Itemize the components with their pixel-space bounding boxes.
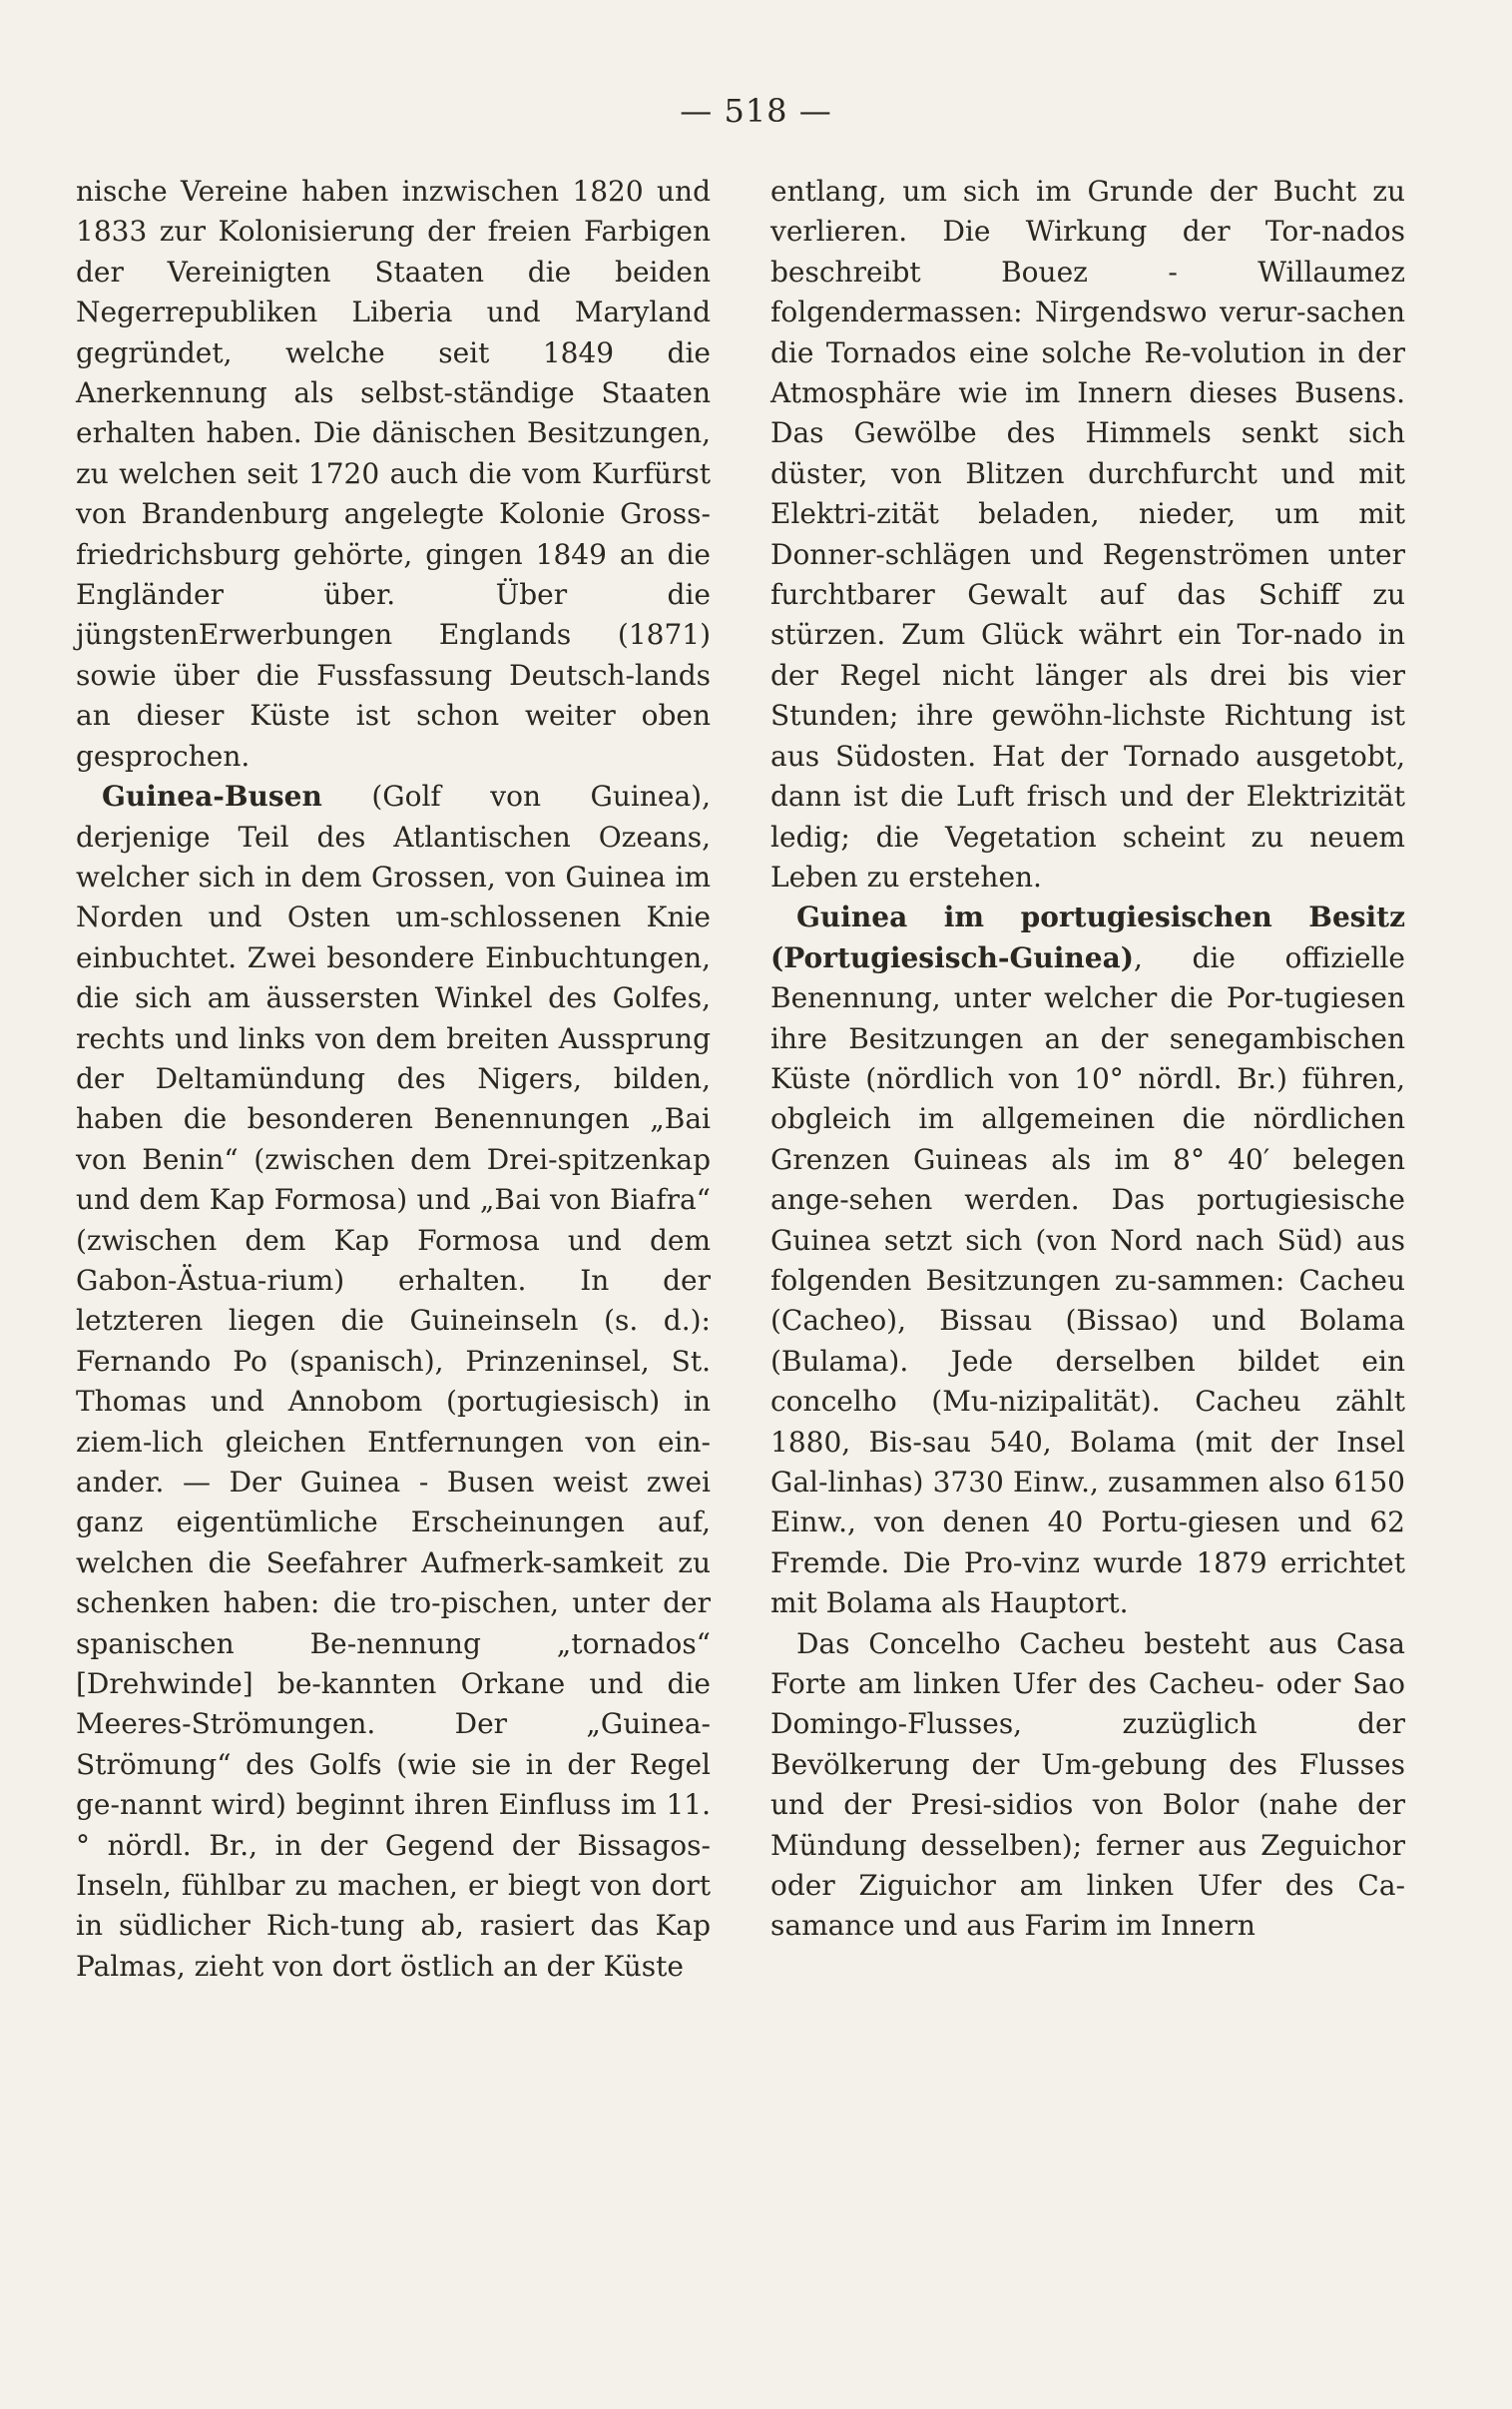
left-column xyxy=(76,172,711,1987)
paragraph-text: (Golf von Guinea), derjenige Teil des Atlantischen Ozeans, welcher sich in dem Grossen, von Guinea im Norden und Osten um-schlossenen Knie einbuchtet. Zwei besondere Einbuchtungen, die sich am äussersten Winkel des Golfes, rechts und links von dem breiten Aussprung der Deltamündung des Nigers, bilden, haben die besonderen Benennungen „Bai von Benin“ (zwischen dem Drei-spitzenkap und dem Kap Formosa) und „Bai von Biafra“ (zwischen dem Kap Formosa und dem Gabon-Ästua-rium) erhalten. In der letzteren liegen die Guineinseln (s. d.): Fernando Po (spanisch), Prinzeninsel, St. Thomas und Annobom (portugiesisch) in ziem-lich gleichen Entfernungen von ein-ander. — Der Guinea - Busen weist zwei ganz eigentümliche Erscheinungen auf, welchen die Seefahrer Aufmerk-samkeit zu schenken haben: die tro-pischen, unter der spanischen Be-nennung „tornados“ [Drehwinde] be-kannten Orkane und die Meeres-Strömungen. Der „Guinea-Strömung“ des Golfs (wie sie in der Regel ge-nannt wird) beginnt ihren Einfluss im 11.° nördl. Br., in der Gegend der Bissagos-Inseln, fühlbar zu machen, er biegt von dort in südlicher Rich-tung ab, rasiert das Kap Palmas, zieht von dort östlich an der Küste xyxy=(76,780,711,1983)
right-column xyxy=(770,172,1405,1947)
page-number: — 518 — xyxy=(680,92,832,130)
paragraph xyxy=(770,172,1405,898)
paragraph xyxy=(770,1624,1405,1947)
entry-term: Guinea im portugiesischen Besitz (Portugiesisch-Guinea) xyxy=(770,901,1405,974)
entry-term: Guinea-Busen xyxy=(102,780,322,814)
paragraph xyxy=(76,777,711,1987)
paragraph xyxy=(76,172,711,777)
paragraph-text: , die offizielle Benennung, unter welcher die Por-tugiesen ihre Besitzungen an der senegambischen Küste (nördlich von 10° nördl. Br.) führen, obgleich im allgemeinen die nördlichen Grenzen Guineas als im 8° 40′ belegen ange-sehen werden. Das portugiesische Guinea setzt sich (von Nord nach Süd) aus folgenden Besitzungen zu-sammen: Cacheu (Cacheo), Bissau (Bissao) und Bolama (Bulama). Jede derselben bildet ein concelho (Mu-nizipalität). Cacheu zählt 1880, Bis-sau 540, Bolama (mit der Insel Gal-linhas) 3730 Einw., zusammen also 6150 Einw., von denen 40 Portu-giesen und 62 Fremde. Die Pro-vinz wurde 1879 errichtet mit Bolama als Hauptort. xyxy=(770,940,1405,1620)
paragraph-text: entlang, um sich im Grunde der Bucht zu verlieren. Die Wirkung der Tor-nados beschreibt Bouez - Willaumez folgendermassen: Nirgendswo verur-sachen die Tornados eine solche Re-volution in der Atmosphäre wie im Innern dieses Busens. Das Gewölbe des Himmels senkt sich düster, von Blitzen durchfurcht und mit Elektri-zität beladen, nieder, um mit Donner-schlägen und Regenströmen unter furchtbarer Gewalt auf das Schiff zu stürzen. Zum Glück währt ein Tor-nado in der Regel nicht länger als drei bis vier Stunden; ihre gewöhn-lichste Richtung ist aus Südosten. Hat der Tornado ausgetobt, dann ist die Luft frisch und der Elektrizität ledig; die Vegetation scheint zu neuem Leben zu erstehen. xyxy=(770,175,1405,894)
paragraph xyxy=(770,898,1405,1623)
paragraph-text: Das Concelho Cacheu besteht aus Casa Forte am linken Ufer des Cacheu- oder Sao Domingo-Flusses, zuzüglich der Bevölkerung der Um-gebung des Flusses und der Presi-sidios von Bolor (nahe der Mündung desselben); ferner aus Zeguichor oder Ziguichor am linken Ufer des Ca-samance und aus Farim im Innern xyxy=(770,1626,1405,1943)
paragraph-text: nische Vereine haben inzwischen 1820 und 1833 zur Kolonisierung der freien Farbigen der Vereinigten Staaten die beiden Negerrepubliken Liberia und Maryland gegründet, welche seit 1849 die Anerkennung als selbst-ständige Staaten erhalten haben. Die dänischen Besitzungen, zu welchen seit 1720 auch die vom Kurfürst von Brandenburg angelegte Kolonie Gross-friedrichsburg gehörte, gingen 1849 an die Engländer über. Über die jüngstenErwerbungen Englands (1871) sowie über die Fussfassung Deutsch-lands an dieser Küste ist schon weiter oben gesprochen. xyxy=(76,175,711,773)
